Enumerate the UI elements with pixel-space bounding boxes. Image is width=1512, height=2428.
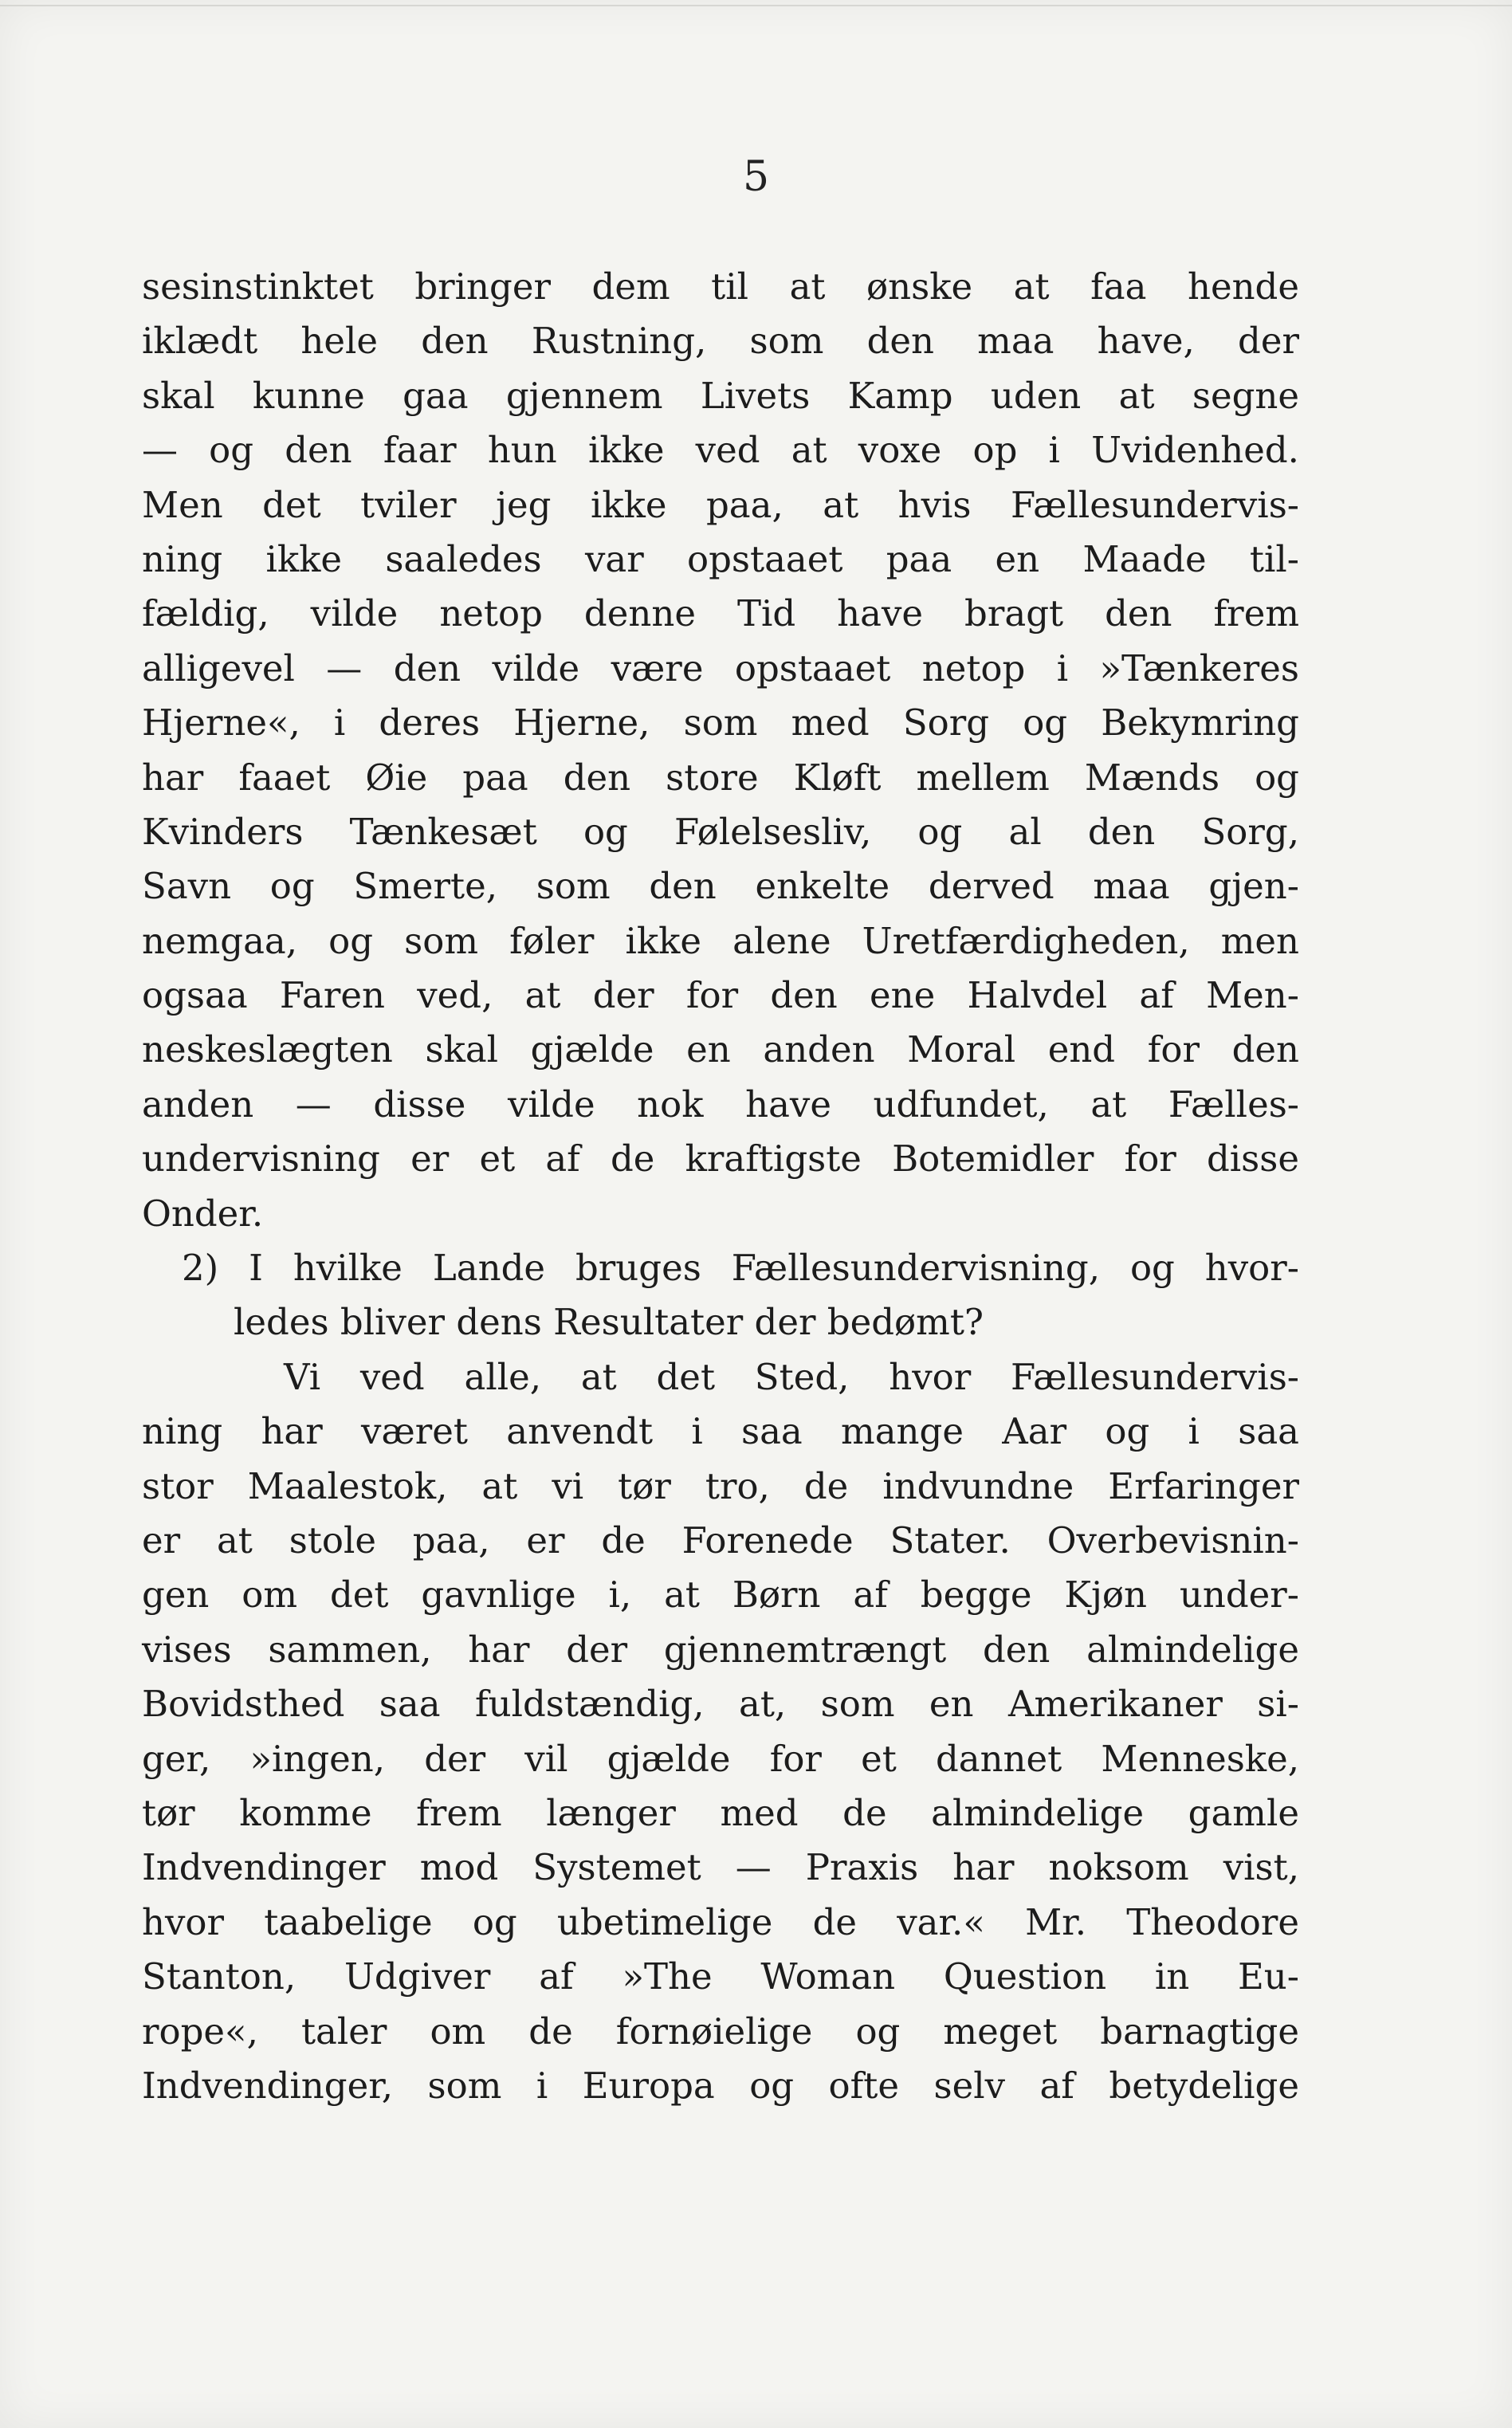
text-line: gen om det gavnlige i, at Børn af begge Kjøn under-	[142, 1573, 1299, 1617]
page-number: 5	[742, 153, 770, 201]
question-heading-line: ledes bliver dens Resultater der bedømt?	[234, 1301, 984, 1344]
text-line: iklædt hele den Rustning, som den maa have, der	[142, 320, 1299, 363]
text-line: Bovidsthed saa fuldstændig, at, som en Amerikaner si-	[142, 1683, 1299, 1726]
text-line: Hjerne«, i deres Hjerne, som med Sorg og Bekymring	[142, 701, 1299, 745]
text-line: Men det tviler jeg ikke paa, at hvis Fællesundervis-	[142, 483, 1299, 526]
text-line: ogsaa Faren ved, at der for den ene Halvdel af Men-	[142, 974, 1299, 1017]
body-text	[142, 260, 1299, 2113]
text-line: er at stole paa, er de Forenede Stater. Overbevisnin-	[142, 1518, 1299, 1562]
text-line: sesinstinktet bringer dem til at ønske at faa hende	[142, 265, 1299, 308]
text-line: nemgaa, og som føler ikke alene Uretfærdigheden, men	[142, 919, 1299, 962]
text-line: alligevel — den vilde være opstaaet netop i »Tænkeres	[142, 646, 1299, 690]
page-edge-rule	[0, 5, 1512, 6]
text-line: — og den faar hun ikke ved at voxe op i Uvidenhed.	[142, 429, 1299, 472]
text-line: har faaet Øie paa den store Kløft mellem Mænds og	[142, 756, 1299, 799]
text-line: Indvendinger mod Systemet — Praxis har noksom vist,	[142, 1846, 1299, 1889]
text-line: tør komme frem længer med de almindelige gamle	[142, 1791, 1299, 1834]
text-line: ger, »ingen, der vil gjælde for et dannet Menneske,	[142, 1737, 1299, 1780]
text-line: neskeslægten skal gjælde en anden Moral end for den	[142, 1028, 1299, 1071]
text-line: undervisning er et af de kraftigste Botemidler for disse	[142, 1137, 1299, 1181]
text-line: Indvendinger, som i Europa og ofte selv af betydelige	[142, 2064, 1299, 2107]
text-line: skal kunne gaa gjennem Livets Kamp uden at segne	[142, 374, 1299, 417]
text-line: Onder.	[142, 1192, 264, 1235]
text-line: ning har været anvendt i saa mange Aar og i saa	[142, 1410, 1299, 1453]
text-line: stor Maalestok, at vi tør tro, de indvundne Erfaringer	[142, 1464, 1299, 1507]
text-line: Savn og Smerte, som den enkelte derved maa gjen-	[142, 865, 1299, 908]
text-line: hvor taabelige og ubetimelige de var.« Mr. Theodore	[142, 1900, 1299, 1943]
text-line: vises sammen, har der gjennemtrængt den almindelige	[142, 1628, 1299, 1671]
question-heading-line: 2) I hvilke Lande bruges Fællesundervisning, og hvor-	[182, 1247, 1299, 1290]
text-line: anden — disse vilde nok have udfundet, at Fælles-	[142, 1082, 1299, 1126]
text-line: Vi ved alle, at det Sted, hvor Fællesundervis-	[284, 1355, 1299, 1398]
text-line: rope«, taler om de fornøielige og meget barnagtige	[142, 2010, 1299, 2053]
text-line: Kvinders Tænkesæt og Følelsesliv, og al den Sorg,	[142, 810, 1299, 853]
text-line: Stanton, Udgiver af »The Woman Question in Eu-	[142, 1955, 1299, 1998]
text-line: fældig, vilde netop denne Tid have bragt den frem	[142, 592, 1299, 635]
text-line: ning ikke saaledes var opstaaet paa en Maade til-	[142, 537, 1299, 580]
